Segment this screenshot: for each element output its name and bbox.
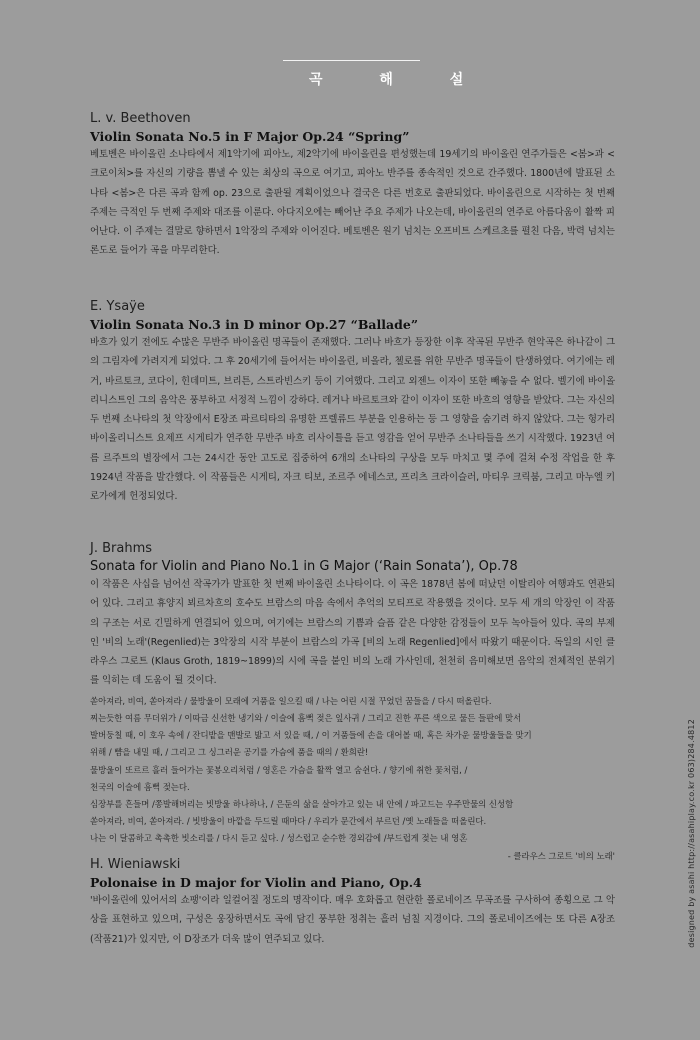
poem-lyrics	[90, 693, 615, 848]
poem-line: 쏟아져라, 비여, 쏟아져라 / 물방울이 모래에 거품을 일으킬 때 / 나는 어린 시절 꾸었던 꿈들을 / 다시 떠올린다.	[90, 695, 492, 706]
program-notes	[90, 110, 615, 949]
description-text: 베토벤은 바이올린 소나타에서 제1악기에 피아노, 제2악기에 바이올린을 편성했는데 19세기의 바이올린 연주가들은 <봄>과 <크로이처>를 자신의 기량을 뽐낼 수 있는 최상의 곡으로 여기고, 피아노 반주를 종속적인 것으로 간주했다. 1800년에 발표된 소나타 <봄>은 다른 곡과 함께 op. 23으로 출판될 계획이었으나 결국은 다른 번호로 출판되었다. 바이올린으로 시작하는 첫 번째 주제는 극적인 두 번째 주제와 대조를 이룬다. 아다지오에는 빼어난 주요 주제가 나오는데, 바이올린의 연주로 아름다움이 활짝 피어난다. 이 주제는 결말로 향하면서 1악장의 주제와 이어진다. 베토벤은 원기 넘치는 오프비트 스케르초를 펼친 다음, 박력 넘치는 론도로 들어가 곡을 마무리한다.	[90, 149, 615, 257]
poem-line: 물방울이 또르르 흘러 들어가는 꽃봉오리처럼 / 영혼은 가슴을 활짝 열고 숨쉰다. / 향기에 취한 꽃처럼, /	[90, 764, 468, 775]
poem-line: 발버둥칠 때, 이 호우 속에 / 잔디밭을 맨발로 밟고 서 있을 때, / 이 거품들에 손을 대어볼 때, 혹은 차가운 물방울들을 맞기	[90, 730, 532, 741]
poem-attribution: - 클라우스 그로트 '비의 노래'	[507, 850, 615, 861]
page-header	[283, 60, 490, 89]
composer-name: L. v. Beethoven	[90, 111, 191, 126]
section-ysaye	[90, 298, 615, 540]
poem-line: 천국의 이슬에 흠뻑 젖는다.	[90, 781, 190, 792]
work-title: Violin Sonata No.3 in D minor Op.27 “Ballade”	[90, 317, 419, 332]
poem-line: 찌는듯한 여름 무더위가 / 이따금 신선한 냉기와 / 이슬에 흠뻑 젖은 잎사귀 / 그리고 진한 푸른 색으로 물든 들판에 맞서	[90, 712, 522, 723]
poem-line: 나는 이 달콤하고 촉촉한 빗소리를 / 다시 듣고 싶다. / 성스럽고 순수한 경외감에 /부드럽게 젖는 내 영혼	[90, 833, 468, 844]
description-text: 이 작품은 사십을 넘어선 작곡가가 발표한 첫 번째 바이올린 소나타이다. 이 곡은 1878년 봄에 떠났던 이탈리아 여행과도 연관되어 있다. 그리고 휴양지 뵈르차흐의 호수도 브람스의 마음 속에서 추억의 모티프로 작용했을 것이다. 모두 세 개의 악장인 이 작품의 구조는 서로 긴밀하게 연결되어 있으며, 여기에는 브람스의 기쁨과 슬픔 같은 다양한 감정들이 모두 녹아들어 있다. 곡의 부제인 '비의 노래'(Regenlied)는 3악장의 시작 부분이 브람스의 가곡 [비의 노래 Regenlied]에서 따왔기 때문이다. 독일의 시인 클라우스 그로트 (Klaus Groth, 1819~1899)의 시에 곡을 붙인 비의 노래 가사인데, 천천히 음미해보면 음악의 전체적인 분위기를 익히는 데 도움이 될 것이다.	[90, 579, 615, 687]
section-beethoven	[90, 110, 615, 298]
description-text: '바이올린에 있어서의 쇼팽'이라 일컬어질 정도의 명작이다. 매우 호화롭고 현란한 폴로네이즈 무곡조를 구사하여 종횡으로 그 악상을 표현하고 있으며, 구성은 웅장하면서도 곡에 담긴 풍부한 정취는 흘러 넘칠 지경이다. 그의 폴로네이즈에는 또 다른 A장조(작품21)가 있지만, 이 D장조가 더욱 많이 연주되고 있다.	[90, 895, 615, 945]
header-rule	[283, 60, 420, 61]
page-title: 곡 해 설	[309, 72, 490, 88]
poem-line: 위해 / 뺨을 내밀 때, / 그리고 그 싱그러운 공기를 가슴에 품을 때의 / 환희란!	[90, 747, 369, 758]
work-title: Sonata for Violin and Piano No.1 in G Major (‘Rain Sonata’), Op.78	[90, 559, 518, 574]
poem-line: 쏟아져라, 비여, 쏟아져라. / 빗방울이 바깥을 두드릴 때마다 / 우리가 문간에서 부르던 /옛 노래들을 떠올린다.	[90, 816, 487, 827]
section-wieniawski	[90, 856, 615, 949]
description-text: 바흐가 있기 전에도 수많은 무반주 바이올린 명곡들이 존재했다. 그러나 바흐가 등장한 이후 작곡된 무반주 현악곡은 하나같이 그의 그림자에 가려지게 되었다. 그 후 20세기에 들어서는 바이올린, 비올라, 첼로를 위한 무반주 명곡들이 탄생하였다. 여기에는 레거, 바르토크, 코다이, 힌데미트, 브리튼, 스트라빈스키 등이 기여했다. 그리고 외젠느 이자이 또한 빼놓을 수 없다. 벨기에 바이올리니스트인 그의 음악은 풍부하고 서정적 느낌이 강하다. 레거나 바르토크와 같이 이자이 또한 바흐의 영향을 받았다. 그는 자신의 두 번째 소나타의 첫 악장에서 E장조 파르티타의 유명한 프렐류드 부분을 인용하는 등 그 영향을 숨기려 하지 않았다. 그는 헝가리 바이올리니스트 요제프 시게티가 연주한 무반주 바흐 리사이틀을 듣고 영감을 얻어 무반주 소나타들을 쓰기 시작했다. 1923년 여름 르주트의 별장에서 그는 24시간 동안 고도로 집중하여 6개의 소나타의 구상을 모두 마치고 몇 주에 걸쳐 수정 작업을 한 후 1924년 작품을 발간했다. 이 작품들은 시게티, 자크 티보, 조르주 에네스코, 프리츠 크라이슬러, 마티우 크릭붐, 그리고 마누엘 키로가에게 헌정되었다.	[90, 337, 615, 503]
composer-name: E. Ysaÿe	[90, 299, 145, 314]
composer-name: J. Brahms	[90, 541, 153, 556]
composer-name: H. Wieniawski	[90, 857, 181, 872]
designer-credit: designed by asahi http://asahiplay.co.kr 063)284.4812	[687, 719, 696, 948]
poem-line: 심장부를 흔들며 /쫑발해버리는 빗방울 하나하나, / 은둔의 삶을 살아가고 있는 내 안에 / 파고드는 우주만물의 신성함	[90, 799, 514, 809]
work-title: Violin Sonata No.5 in F Major Op.24 “Spring”	[90, 129, 410, 144]
section-brahms	[90, 540, 615, 861]
work-title: Polonaise in D major for Violin and Piano, Op.4	[90, 875, 422, 890]
